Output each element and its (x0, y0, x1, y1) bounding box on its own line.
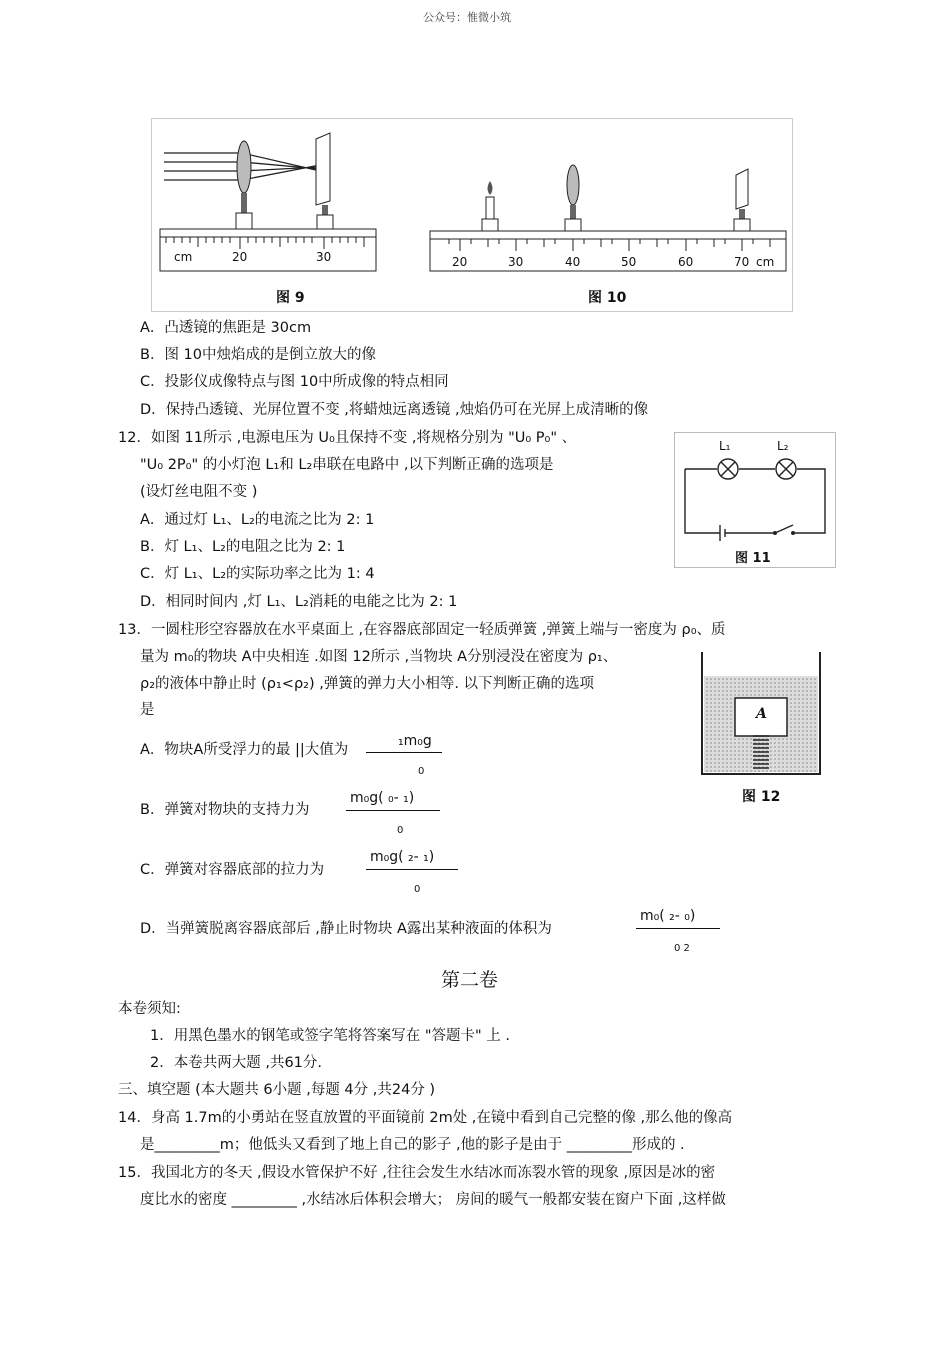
q13-option-c: C．弹簧对容器底部的拉力为 (140, 862, 325, 878)
q15-line2: 度比水的密度 _________ ,水结冰后体积会增大； 房间的暖气一般都安装在窗户下面 ,这样做 (140, 1192, 726, 1208)
notice-item-2: 2．本卷共两大题 ,共61分. (150, 1055, 323, 1071)
q13-option-a: A．物块A所受浮力的最 ||大值为 (140, 742, 349, 758)
q12-option-c: C．灯 L₁、L₂的实际功率之比为 1: 4 (140, 566, 375, 582)
ruler9-label-20: 20 (232, 250, 248, 264)
optics-diagram (152, 119, 792, 311)
notice-item-1: 1．用黑色墨水的钢笔或签字笔将答案写在 "答题卡" 上 . (150, 1028, 510, 1044)
q12-option-a: A．通过灯 L₁、L₂的电流之比为 2: 1 (140, 512, 375, 528)
screen-fig9 (316, 133, 330, 205)
q11-option-d: D．保持凸透镜、光屏位置不变 ,将蜡烛远离透镜 ,烛焰仍可在光屏上成清晰的像 (140, 402, 649, 418)
screen-fig10 (736, 169, 748, 209)
q12-option-b: B．灯 L₁、L₂的电阻之比为 2: 1 (140, 539, 346, 555)
q13-a-denominator: 0 (418, 766, 425, 777)
q12-line1: 12．如图 11所示 ,电源电压为 U₀且保持不变 ,将规格分别为 "U₀ P₀" 、 (118, 430, 577, 446)
q12-line2: "U₀ 2P₀" 的小灯泡 L₁和 L₂串联在电路中 ,以下判断正确的选项是 (140, 457, 554, 473)
lens-fig9 (237, 141, 251, 193)
q13-a-fraction-bar (366, 752, 442, 753)
q13-d-numerator: m₀( ₂- ₀) (640, 908, 696, 924)
q13-c-fraction-bar (366, 869, 458, 870)
q13-d-fraction-bar (636, 928, 720, 929)
q13-option-d: D．当弹簧脱离容器底部后 ,静止时物块 A露出某种液面的体积为 (140, 921, 552, 937)
candle-flame (488, 181, 493, 195)
ruler-fig9 (160, 229, 376, 271)
q13-b-denominator: 0 (397, 825, 404, 836)
figure-9-10 (151, 118, 793, 312)
ruler10-label-40: 40 (565, 255, 581, 269)
figure-12 (690, 650, 828, 808)
q13-a-numerator: ₁m₀g (398, 733, 432, 749)
ruler9-label-30: 30 (316, 250, 332, 264)
q14-line1: 14．身高 1.7m的小勇站在竖直放置的平面镜前 2m处 ,在镜中看到自己完整的像 ,那么他的像高 (118, 1110, 733, 1126)
q13-option-b: B．弹簧对物块的支持力为 (140, 802, 310, 818)
fig10-caption: 图 10 (588, 290, 627, 306)
ruler10-label-50: 50 (621, 255, 637, 269)
fig12-caption: 图 12 (742, 789, 781, 805)
q13-line3: ρ₂的液体中静止时 (ρ₁<ρ₂) ,弹簧的弹力大小相等. 以下判断正确的选项 (140, 676, 595, 692)
q13-b-fraction-bar (346, 810, 440, 811)
q13-line2: 量为 m₀的物块 A中央相连 .如图 12所示 ,当物块 A分别浸没在密度为 ρ₁、 (140, 649, 618, 665)
q12-line3: (设灯丝电阻不变 ) (140, 484, 258, 500)
ruler10-label-30: 30 (508, 255, 524, 269)
q13-line1: 13．一圆柱形空容器放在水平桌面上 ,在容器底部固定一轻质弹簧 ,弹簧上端与一密度为 ρ₀、质 (118, 622, 726, 638)
q13-d-denominator: 0 2 (674, 943, 690, 954)
block-a-label: A (756, 706, 767, 722)
ruler10-label-70: 70 (734, 255, 750, 269)
fig9-caption: 图 9 (276, 290, 305, 306)
q12-option-d: D．相同时间内 ,灯 L₁、L₂消耗的电能之比为 2: 1 (140, 594, 458, 610)
fig11-caption: 图 11 (735, 551, 771, 566)
lamp-l1-label: L₁ (719, 439, 731, 453)
ruler10-label-cm: cm (756, 255, 775, 269)
ruler10-label-20: 20 (452, 255, 468, 269)
part2-title: 第二卷 (441, 969, 499, 991)
part2-notice: 本卷须知: (118, 1001, 181, 1017)
lamp-l2-label: L₂ (777, 439, 789, 453)
q14-line2: 是_________m；他低头又看到了地上自己的影子 ,他的影子是由于 _________形成的 . (140, 1137, 685, 1153)
page-header: 公众号：惟微小筑 (423, 11, 511, 24)
q11-option-c: C．投影仪成像特点与图 10中所成像的特点相同 (140, 374, 449, 390)
ruler10-label-60: 60 (678, 255, 694, 269)
q13-c-numerator: m₀g( ₂- ₁) (370, 849, 435, 865)
q13-line4: 是 (140, 702, 155, 718)
q11-option-a: A．凸透镜的焦距是 30cm (140, 320, 312, 336)
ruler-fig10 (430, 231, 786, 271)
figure-11 (674, 432, 836, 568)
lens-fig10 (567, 165, 579, 205)
q13-c-denominator: 0 (414, 884, 421, 895)
q15-line1: 15．我国北方的冬天 ,假设水管保护不好 ,往往会发生水结冰而冻裂水管的现象 ,原因是冰的密 (118, 1165, 716, 1181)
q11-option-b: B．图 10中烛焰成的是倒立放大的像 (140, 347, 377, 363)
q13-b-numerator: m₀g( ₀- ₁) (350, 790, 415, 806)
ruler9-label-cm: cm (174, 250, 193, 264)
section-3-heading: 三、填空题 (本大题共 6小题 ,每题 4分 ,共24分 ) (118, 1082, 436, 1098)
